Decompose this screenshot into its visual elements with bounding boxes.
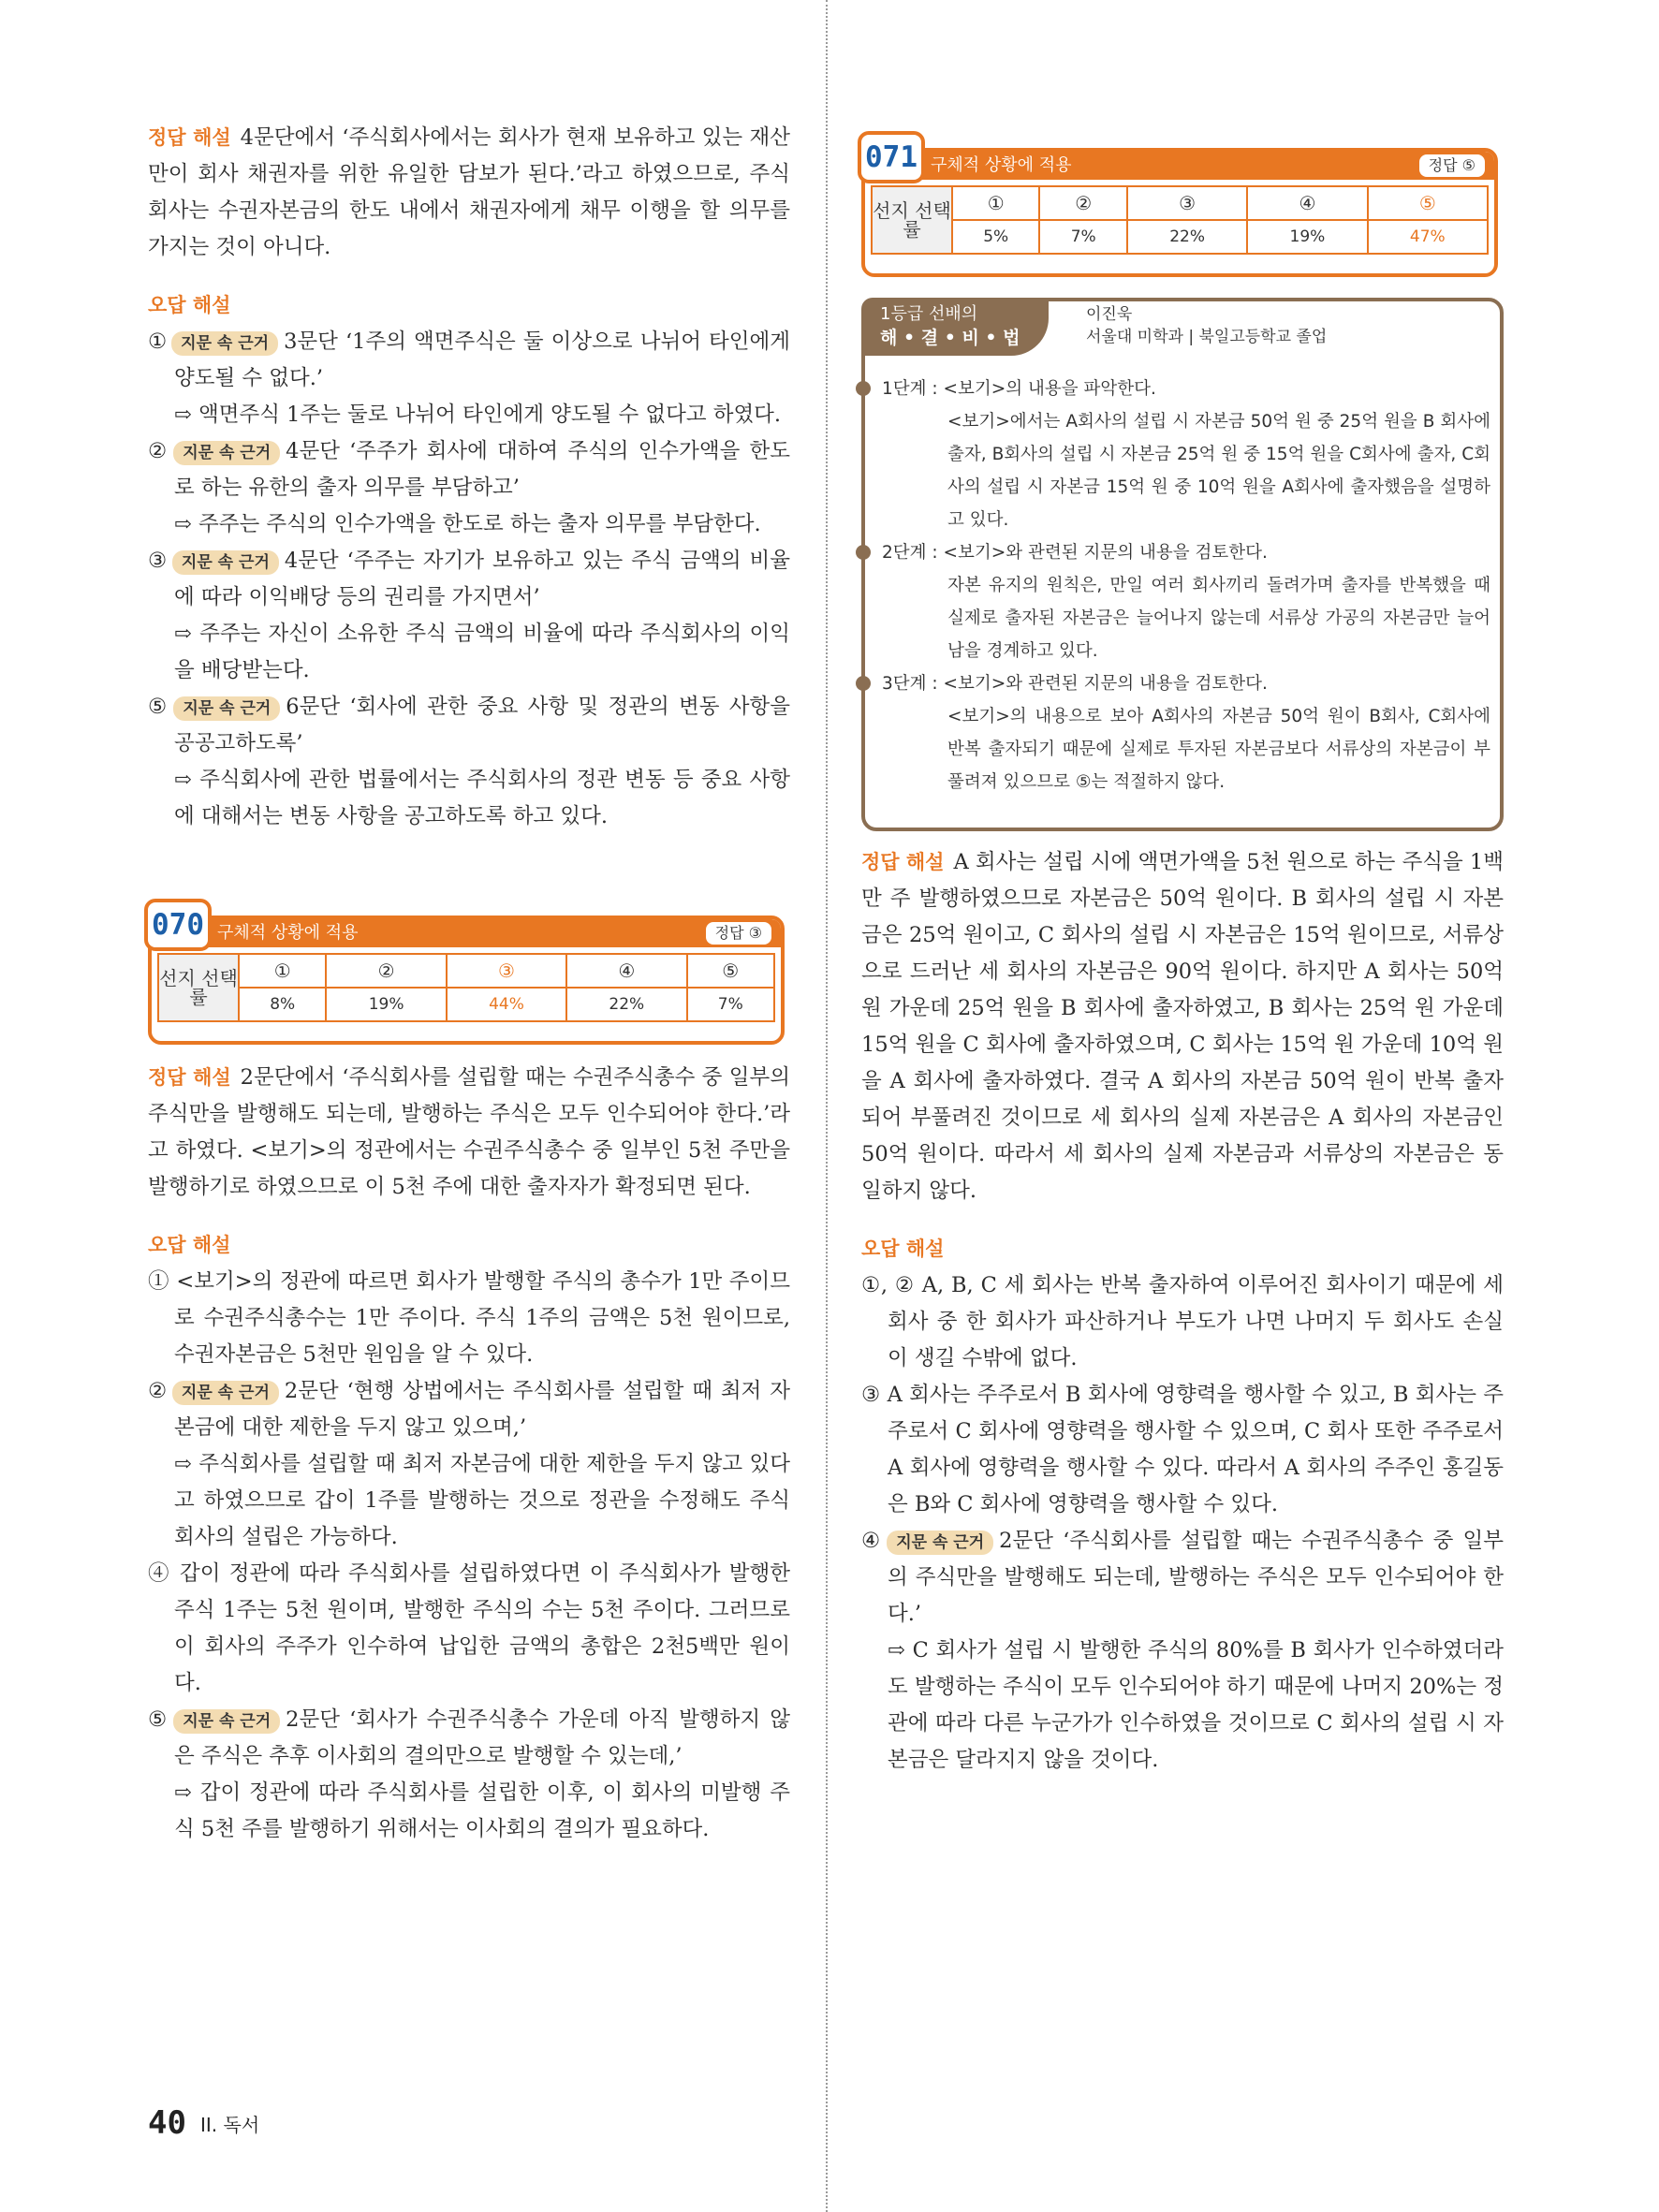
- tip-title-1: 1등급 선배의: [880, 304, 978, 324]
- wrong-item: [148, 324, 790, 397]
- rate-label: 선지 선택률: [872, 186, 952, 254]
- question-type: 구체적 상황에 적용: [152, 919, 781, 947]
- tip-steps: [861, 373, 1504, 798]
- choice-cell: ③: [1127, 186, 1247, 220]
- choice-cell-answer: ③: [447, 954, 566, 988]
- rate-cell: 19%: [326, 988, 446, 1021]
- item-sub: ⇨ 주주는 주식의 인수가액을 한도로 하는 출자 의무를 부담한다.: [174, 512, 761, 536]
- evidence-tag: 지문 속 근거: [173, 1709, 280, 1734]
- item-text: 2문단 ‘주식회사를 설립할 때는 수권주식총수 중 일부의 주식만을 발행해도 되는데, 발행하는 주식은 모두 인수되어야 한다.’: [888, 1529, 1504, 1626]
- rate-cell: 22%: [1127, 220, 1247, 254]
- item-text: 6문단 ‘회사에 관한 중요 사항 및 정관의 변동 사항을 공공고하도록’: [174, 695, 791, 755]
- bullet-icon: [856, 545, 871, 560]
- selection-rate-table: [157, 953, 775, 1022]
- item-text: A 회사는 주주로서 B 회사에 영향력을 행사할 수 있고, B 회사는 주주로서 C 회사에 영향력을 행사할 수 있으며, C 회사 또한 주주로서 A 회사에 영향력을 행사할 수 있다. 따라서 A 회사의 주주인 홍길동은 B와 C 회사에 영향력을 행사할 수 있다.: [887, 1383, 1504, 1516]
- choice-cell: ④: [566, 954, 686, 988]
- step-body: 자본 유지의 원칙은, 만일 여러 회사끼리 돌려가며 출자를 반복했을 때 실제로 출자된 자본금은 늘어나지 않는데 서류상 가공의 자본금만 늘어남을 경계하고 있다.: [947, 576, 1490, 661]
- answer-badge: 정답 ③: [706, 922, 771, 945]
- correct-heading: 정답 해설: [148, 1066, 231, 1089]
- item-sub: ⇨ 주식회사에 관한 법률에서는 주식회사의 정관 변동 등 중요 사항에 대해서는 변동 사항을 공고하도록 하고 있다.: [174, 768, 790, 828]
- item-text: 4문단 ‘주주가 회사에 대하여 주식의 인수가액을 한도로 하는 유한의 출자 의무를 부담하고’: [174, 439, 790, 500]
- answer-badge: 정답 ⑤: [1419, 154, 1485, 177]
- question-070-box: [148, 908, 785, 1045]
- item-text: 2문단 ‘현행 상법에서는 주식회사를 설립할 때 최저 자본금에 대한 제한을 두지 않고 있으며,’: [174, 1379, 791, 1440]
- correct-heading: 정답 해설: [148, 126, 231, 149]
- item-num: ②: [148, 1379, 169, 1403]
- rate-cell: 7%: [687, 988, 775, 1021]
- wrong-list-071: [861, 1267, 1504, 1779]
- wrong-item: [148, 1556, 790, 1702]
- item-num: ①: [148, 1269, 169, 1294]
- tip-header: [861, 298, 1049, 356]
- evidence-tag: 지문 속 근거: [887, 1531, 993, 1555]
- right-column: [861, 140, 1505, 1779]
- step-label: 1단계 : <보기>의 내용을 파악한다.: [882, 379, 1156, 399]
- choice-cell-answer: ⑤: [1368, 186, 1488, 220]
- item-text: <보기>의 정관에 따르면 회사가 발행할 주식의 총수가 1만 주이므로 수권주식총수는 1만 주이다. 주식 1주의 금액은 5천 원이므로, 수권자본금은 5천만 원임을 알 수 있다.: [174, 1269, 790, 1367]
- wrong-item: [148, 1264, 790, 1373]
- wrong-item: [148, 433, 790, 506]
- tip-author: [1086, 303, 1327, 348]
- item-num: ②: [148, 439, 170, 463]
- column-divider: [826, 0, 828, 2212]
- step-label: 2단계 : <보기>와 관련된 지문의 내용을 검토한다.: [882, 543, 1268, 563]
- correct-explanation-071: [861, 844, 1504, 1209]
- page-number: 40: [148, 2104, 186, 2142]
- question-number: 071: [858, 131, 925, 183]
- choice-cell: ⑤: [687, 954, 775, 988]
- choice-cell: ④: [1247, 186, 1367, 220]
- wrong-heading: 오답 해설: [861, 1238, 945, 1260]
- rate-cell: 5%: [952, 220, 1039, 254]
- correct-text: A 회사는 설립 시에 액면가액을 5천 원으로 하는 주식을 1백만 주 발행하였으므로 자본금은 50억 원이다. B 회사의 설립 시 자본금은 25억 원이고, C 회사의 설립 시 자본금은 15억 원이므로, 서류상으로 드러난 세 회사의 자본금은 90억 원이다. 하지만 A 회사는 50억 원 가운데 25억 원을 B 회사에 출자하였고, B 회사는 25억 원 가운데 15억 원을 C 회사에 출자하였으며, C 회사는 15억 원 가운데 10억 원을 A 회사에 출자하였다. 결국 A 회사의 자본금 50억 원이 반복 출자되어 부풀려진 것이므로 세 회사의 실제 자본금은 A 회사의 자본금인 50억 원이다. 따라서 세 회사의 실제 자본금과 서류상의 자본금은 동일하지 않다.: [861, 850, 1504, 1203]
- tip-box: [861, 298, 1504, 831]
- evidence-tag: 지문 속 근거: [173, 696, 280, 721]
- author-name: 이진욱: [1086, 305, 1133, 324]
- rate-cell: 19%: [1247, 220, 1367, 254]
- item-num: ④: [148, 1561, 171, 1586]
- rate-cell: 22%: [566, 988, 686, 1021]
- correct-heading: 정답 해설: [861, 851, 945, 873]
- wrong-list-070: [148, 1264, 790, 1848]
- choice-cell: ②: [326, 954, 446, 988]
- rate-cell: 7%: [1039, 220, 1126, 254]
- question-type: 구체적 상황에 적용: [865, 152, 1494, 180]
- tip-step: [861, 536, 1504, 569]
- rate-cell-answer: 47%: [1368, 220, 1488, 254]
- step-body: <보기>의 내용으로 보아 A회사의 자본금 50억 원이 B회사, C회사에 반복 출자되기 때문에 실제로 투자된 자본금보다 서류상의 자본금이 부풀려져 있으므로 ⑤는 적절하지 않다.: [947, 707, 1490, 792]
- evidence-tag: 지문 속 근거: [172, 550, 279, 575]
- wrong-item: [148, 689, 790, 762]
- choice-cell: ①: [239, 954, 326, 988]
- step-label: 3단계 : <보기>와 관련된 지문의 내용을 검토한다.: [882, 674, 1268, 694]
- item-text: 갑이 정관에 따라 주식회사를 설립하였다면 이 주식회사가 발행한 주식 1주는 5천 원이며, 발행한 주식의 수는 5천 주이다. 그러므로 이 회사의 주주가 인수하여 납입한 금액의 총합은 2천5백만 원이다.: [174, 1561, 790, 1695]
- question-number: 070: [144, 899, 212, 951]
- correct-text: 2문단에서 ‘주식회사를 설립할 때는 수권주식총수 중 일부의 주식만을 발행해도 되는데, 발행하는 주식은 모두 인수되어야 한다.’라고 하였다. <보기>의 정관에서는 수권주식총수 중 일부인 5천 주만을 발행하기로 하였으므로 이 5천 주에 대한 출자자가 확정되면 된다.: [148, 1065, 790, 1199]
- wrong-item: [148, 1702, 790, 1775]
- item-num: ③: [861, 1383, 881, 1407]
- wrong-item: [861, 1523, 1504, 1633]
- rate-label: 선지 선택률: [158, 954, 239, 1021]
- item-num: ①, ②: [861, 1273, 915, 1297]
- item-sub: ⇨ 주식회사를 설립할 때 최저 자본금에 대한 제한을 두지 않고 있다고 하였으므로 갑이 1주를 발행하는 것으로 정관을 수정해도 주식회사의 설립은 가능하다.: [174, 1452, 790, 1549]
- item-sub: ⇨ C 회사가 설립 시 발행한 주식의 80%를 B 회사가 인수하였더라도 발행하는 주식이 모두 인수되어야 하기 때문에 나머지 20%는 정관에 따라 다른 누군가가 인수하였을 것이므로 C 회사의 설립 시 자본금은 달라지지 않을 것이다.: [888, 1638, 1504, 1772]
- bullet-icon: [856, 381, 871, 396]
- choice-cell: ②: [1039, 186, 1126, 220]
- choice-cell: ①: [952, 186, 1039, 220]
- wrong-item: [148, 1373, 790, 1446]
- item-sub: ⇨ 갑이 정관에 따라 주식회사를 설립한 이후, 이 회사의 미발행 주식 5천 주를 발행하기 위해서는 이사회의 결의가 필요하다.: [174, 1780, 790, 1841]
- item-text: A, B, C 세 회사는 반복 출자하여 이루어진 회사이기 때문에 세 회사 중 한 회사가 파산하거나 부도가 나면 나머지 두 회사도 손실이 생길 수밖에 없다.: [888, 1273, 1505, 1370]
- wrong-heading: 오답 해설: [148, 294, 231, 316]
- item-num: ⑤: [148, 695, 170, 719]
- wrong-item: [148, 543, 790, 616]
- tip-step: [861, 667, 1504, 700]
- selection-rate-table: [871, 185, 1489, 255]
- evidence-tag: 지문 속 근거: [171, 331, 278, 356]
- wrong-list-069: [148, 324, 790, 835]
- correct-explanation-070: [148, 1060, 790, 1206]
- correct-explanation-069: [148, 120, 790, 266]
- item-sub: ⇨ 액면주식 1주는 둘로 나뉘어 타인에게 양도될 수 없다고 하였다.: [174, 403, 782, 427]
- question-071-box: [861, 140, 1498, 277]
- evidence-tag: 지문 속 근거: [172, 1381, 279, 1405]
- item-sub: ⇨ 주주는 자신이 소유한 주식 금액의 비율에 따라 주식회사의 이익을 배당받는다.: [174, 622, 790, 682]
- item-text: 3문단 ‘1주의 액면주식은 둘 이상으로 나뉘어 타인에게 양도될 수 없다.’: [174, 330, 790, 390]
- bullet-icon: [856, 676, 871, 691]
- tip-title-2: 해 • 결 • 비 • 법: [880, 328, 1020, 348]
- wrong-item: [861, 1267, 1504, 1377]
- item-num: ④: [861, 1529, 884, 1553]
- step-body: <보기>에서는 A회사의 설립 시 자본금 50억 원 중 25억 원을 B 회사에 출자, B회사의 설립 시 자본금 25억 원 중 15억 원을 C회사에 출자, C회사의 설립 시 자본금 15억 원 중 10억 원을 A회사에 출자했음을 설명하고 있다.: [947, 412, 1490, 530]
- author-school: 서울대 미학과 | 북일고등학교 졸업: [1086, 328, 1328, 346]
- wrong-item: [861, 1377, 1504, 1523]
- evidence-tag: 지문 속 근거: [173, 441, 280, 465]
- section-label: II. 독서: [200, 2114, 260, 2136]
- item-num: ①: [148, 330, 169, 354]
- left-column: [148, 120, 790, 1848]
- item-num: ③: [148, 549, 169, 573]
- item-num: ⑤: [148, 1707, 170, 1732]
- item-text: 2문단 ‘회사가 수권주식총수 가운데 아직 발행하지 않은 주식은 추후 이사회의 결의만으로 발행할 수 있는데,’: [174, 1707, 790, 1768]
- item-text: 4문단 ‘주주는 자기가 보유하고 있는 주식 금액의 비율에 따라 이익배당 등의 권리를 가지면서’: [174, 549, 791, 609]
- rate-cell: 8%: [239, 988, 326, 1021]
- rate-cell-answer: 44%: [447, 988, 566, 1021]
- wrong-heading: 오답 해설: [148, 1234, 231, 1256]
- tip-step: [861, 373, 1504, 405]
- correct-text: 4문단에서 ‘주식회사에서는 회사가 현재 보유하고 있는 재산만이 회사 채권자를 위한 유일한 담보가 된다.’라고 하였으므로, 주식회사는 수권자본금의 한도 내에서 채권자에게 채무 이행을 할 의무를 가지는 것이 아니다.: [148, 125, 790, 259]
